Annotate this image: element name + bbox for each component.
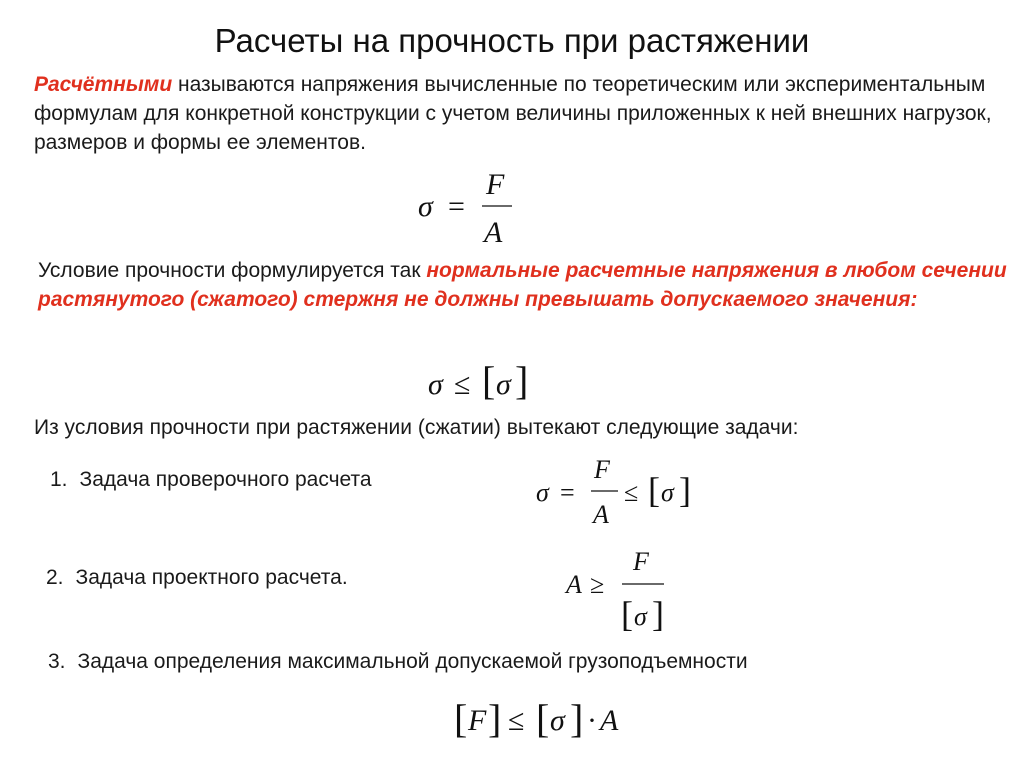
formula-stress-sigma: σ [418,190,433,223]
task-label: Задача проверочного расчета [79,468,372,491]
formula-cap-dot: · [587,704,597,737]
task-label: Задача проектного расчета. [75,566,348,589]
formula-cap-lbr-f: [ [454,696,468,741]
formula-check-numerator: F [594,455,610,484]
condition-text: Условие прочности формулируется так [38,259,427,282]
formula-cond-sigma-allowed: σ [496,368,511,401]
formula-stress-denominator: A [484,216,503,249]
task-number: 2. [46,566,64,589]
task-item [46,566,348,590]
task-label: Задача определения максимальной допускаемой грузоподъемности [77,650,748,673]
definition-paragraph [34,70,1009,157]
formula-design-lbr: [ [621,594,633,634]
page-title: Расчеты на прочность при растяжении [214,22,810,59]
formula-stress-numerator: F [486,168,505,201]
formula-stress [418,166,528,250]
formula-check-denominator: A [593,500,609,529]
formula-check-eq: = [560,478,575,507]
task-number: 1. [50,468,68,491]
formula-cond-lbr: [ [482,358,496,403]
formula-design-numerator: F [633,547,649,576]
formula-check-sigma-allowed: σ [661,478,674,507]
formula-cap-F: F [468,704,487,737]
task-number: 3. [48,650,66,673]
formula-cond-rbr: ] [515,358,529,403]
formula-cap-rbr-f: ] [488,696,502,741]
formula-check-rbr: ] [679,470,691,510]
formula-cap-sigma: σ [550,704,565,737]
definition-term: Расчётными [34,73,173,96]
formula-design-A: A [566,570,582,599]
formula-check-le: ≤ [624,478,639,507]
formula-stress-eq: = [448,190,465,223]
definition-text: называются напряжения вычисленные по теоретическим или экспериментальным формулам для конкретной конструкции с учетом величины приложенных к ней внешних нагрузок, размеров и формы ее элементов. [34,73,992,154]
formula-cap-le: ≤ [508,704,525,737]
formula-cond-le: ≤ [454,368,471,401]
formula-design-ge: ≥ [590,570,605,599]
tasks-intro: Из условия прочности при растяжении (сжатии) вытекают следующие задачи: [34,416,799,439]
formula-design-calc [566,546,676,636]
formula-check-lbr: [ [648,470,660,510]
formula-cap-rbr-s: ] [570,696,584,741]
formula-check-calc [536,456,696,532]
formula-design-sigma: σ [634,602,647,631]
formula-cond-sigma: σ [428,368,443,401]
task-item [50,468,372,492]
formula-cap-lbr-s: [ [536,696,550,741]
formula-strength-condition [428,358,538,408]
formula-cap-A: A [600,704,619,737]
formula-design-rbr: ] [652,594,664,634]
condition-paragraph [38,256,1023,314]
condition-emphasis: нормальные расчетные напряжения в любом сечении растянутого (сжатого) стержня не должны превышать допускаемого значения: [38,259,1007,311]
formula-check-sigma: σ [536,478,549,507]
formula-capacity [454,694,644,746]
task-item [48,650,748,674]
